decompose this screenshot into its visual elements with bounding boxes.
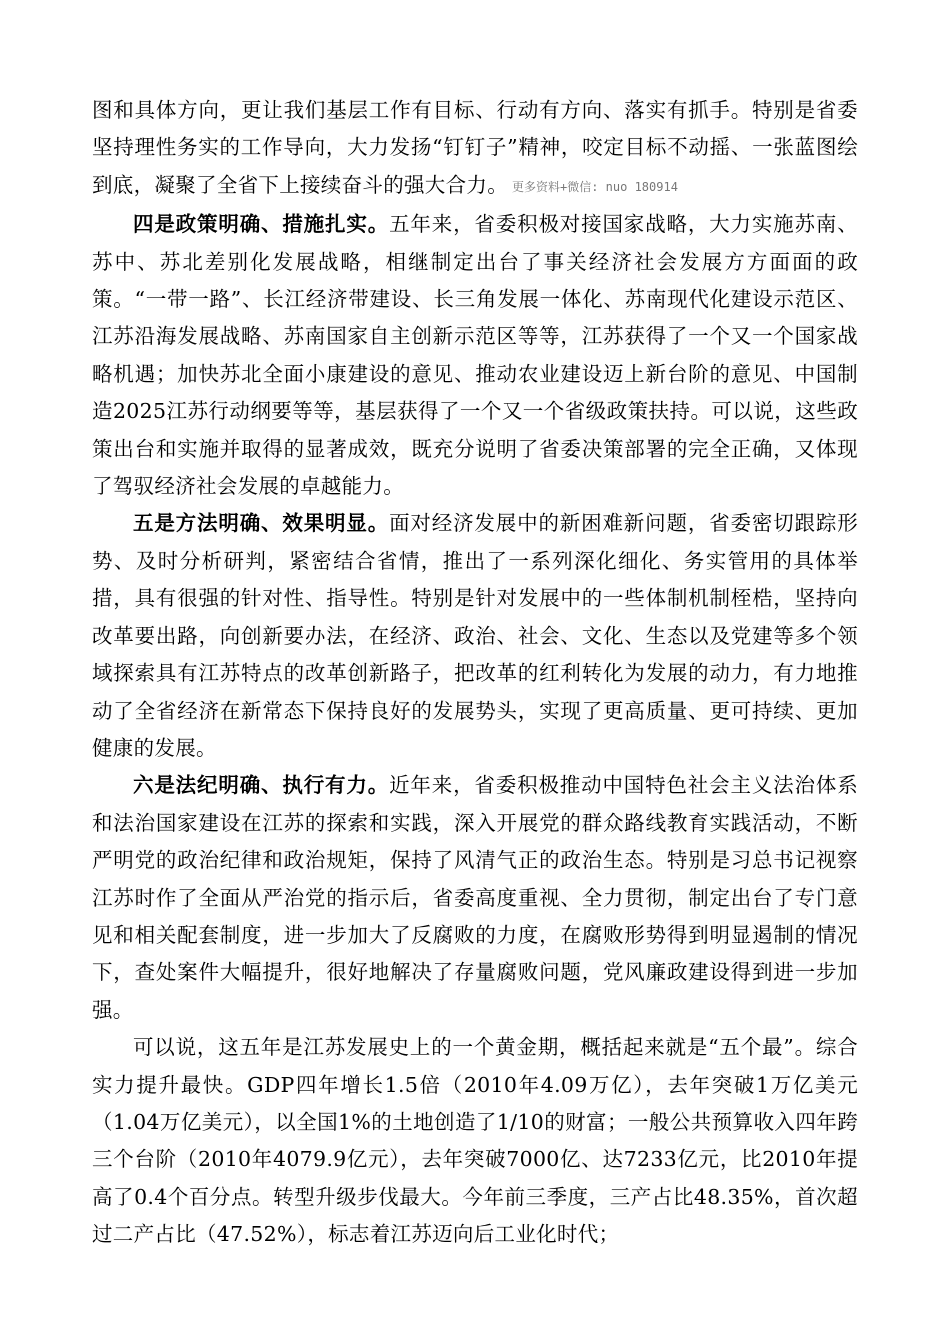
paragraph-text: 近年来，省委积极推动中国特色社会主义法治体系和法治国家建设在江苏的探索和实践，深入开展党的群众路线教育实践活动，不断严明党的政治纪律和政治规矩，保持了风清气正的政治生态。特别是习总书记视察江苏时作了全面从严治党的指示后，省委高度重视、全力贯彻，制定出台了专门意见和相关配套制度，进一步加大了反腐败的力度，在腐败形势得到明显遏制的情况下，查处案件大幅提升，很好地解决了存量腐败问题，党风廉政建设得到进一步加强。 — [92, 773, 858, 1022]
paragraph-text: 面对经济发展中的新困难新问题，省委密切跟踪形势、及时分析研判，紧密结合省情，推出了一系列深化细化、务实管用的具体举措，具有很强的针对性、指导性。特别是针对发展中的一些体制机制桎梏，坚持向改革要出路，向创新要办法，在经济、政治、社会、文化、生态以及党建等多个领域探索具有江苏特点的改革创新路子，把改革的红利转化为发展的动力，有力地推动了全省经济在新常态下保持良好的发展势头，实现了更高质量、更可持续、更加健康的发展。 — [92, 511, 858, 760]
paragraph-summary — [92, 1029, 858, 1253]
paragraph-continuation — [92, 92, 858, 206]
paragraph-lead-heading: 四是政策明确、措施扎实。 — [133, 212, 390, 237]
paragraph-text: 五年来，省委积极对接国家战略，大力实施苏南、苏中、苏北差别化发展战略，相继制定出台了事关经济社会发展方方面面的政策。“一带一路”、长江经济带建设、长三角发展一体化、苏南现代化建设示范区、江苏沿海发展战略、苏南国家自主创新示范区等等，江苏获得了一个又一个国家战略机遇；加快苏北全面小康建设的意见、推动农业建设迈上新台阶的意见、中国制造2025江苏行动纲要等等，基层获得了一个又一个省级政策扶持。可以说，这些政策出台和实施并取得的显著成效，既充分说明了省委决策部署的完全正确，又体现了驾驭经济社会发展的卓越能力。 — [92, 212, 858, 499]
paragraph-lead-heading: 五是方法明确、效果明显。 — [133, 511, 390, 536]
paragraph-text: 可以说，这五年是江苏发展史上的一个黄金期，概括起来就是“五个最”。综合实力提升最快。GDP四年增长1.5倍（2010年4.09万亿），去年突破1万亿美元（1.04万亿美元），以全国1%的土地创造了1/10的财富；一般公共预算收入四年跨三个台阶（2010年4079.9亿元），去年突破7000亿、达7233亿元，比2010年提高了0.4个百分点。转型升级步伐最大。今年前三季度，三产占比48.35%，首次超过二产占比（47.52%），标志着江苏迈向后工业化时代； — [92, 1035, 858, 1247]
contact-note: 更多资料+微信: nuo 180914 — [512, 179, 678, 194]
paragraph-method — [92, 505, 858, 767]
document-page — [92, 92, 858, 1254]
paragraph-policy — [92, 206, 858, 505]
paragraph-discipline — [92, 767, 858, 1029]
paragraph-text: 图和具体方向，更让我们基层工作有目标、行动有方向、落实有抓手。特别是省委坚持理性务实的工作导向，大力发扬“钉钉子”精神，咬定目标不动摇、一张蓝图绘到底，凝聚了全省下上接续奋斗的强大合力。 — [92, 98, 858, 197]
paragraph-lead-heading: 六是法纪明确、执行有力。 — [133, 773, 390, 798]
